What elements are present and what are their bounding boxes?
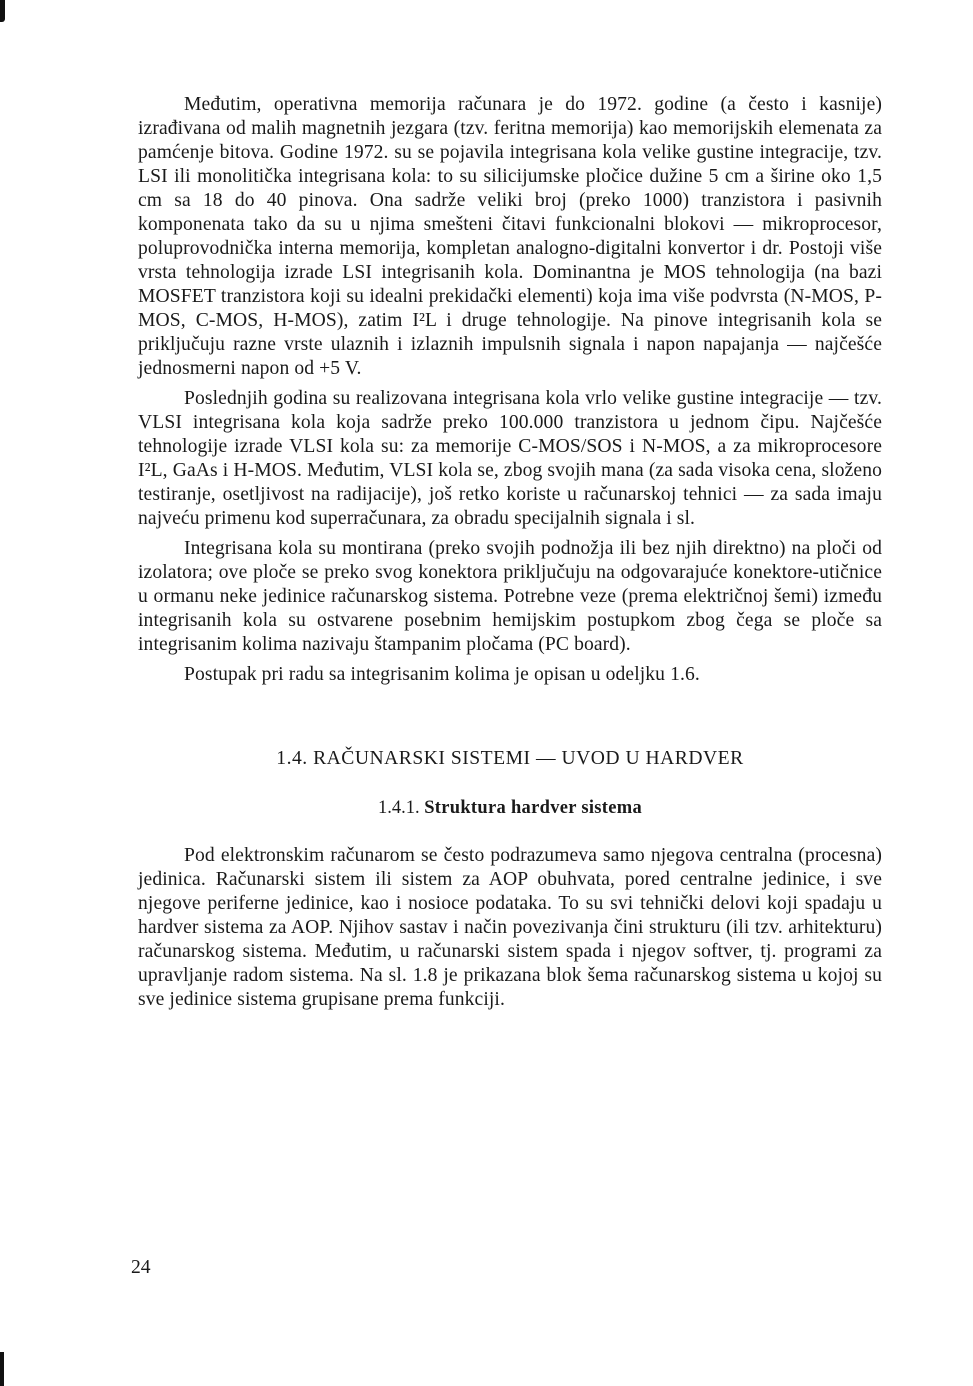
section-heading: 1.4. RAČUNARSKI SISTEMI — UVOD U HARDVER xyxy=(276,748,744,769)
page-body xyxy=(138,93,882,1012)
scan-edge-mark-bottom xyxy=(0,1352,4,1386)
page-number: 24 xyxy=(131,1257,151,1278)
paragraph-mos-memory: Međutim, operativna memorija računara je do 1972. godine (a često i kasnije) izrađivana od malih magnetnih jezgara (tzv. feritna memorija) kao memorijskih elemenata za pamćenje bitova. Godine 1972. su se pojavila integrisana kola velike gustine integracije, tzv. LSI ili monolitička integrisana kola: to su silicijumske pločice dužine 5 cm a širine oko 1,5 cm sa 18 do 40 pinova. Ona sadrže veliki broj (preko 1000) tranzistora i pasivnih komponenata tako da su u njima smešteni čitavi funkcionalni blokovi — mikroprocesor, poluprovodnička interna memorija, kompletan analogno-digitalni konvertor i dr. Postoji više vrsta tehnologija izrade LSI integrisanih kola. Dominantna je MOS tehnologija (na bazi MOSFET tranzistora koji su idealni prekidački elementi) koja ima više podvrsta (N-MOS, P-MOS, C-MOS, H-MOS), zatim I²L i druge tehnologije. Na pinove integrisanih kola se priključuju razne vrste ulaznih i izlaznih impulsnih signala i napon napajanja — najčešće jednosmerni napon od +5 V. xyxy=(138,94,882,379)
subsection-title: Struktura hardver sistema xyxy=(424,798,643,818)
paragraph-procedure-reference: Postupak pri radu sa integrisanim kolima je opisan u odeljku 1.6. xyxy=(184,664,700,685)
paragraph-printed-boards: Integrisana kola su montirana (preko svojih podnožja ili bez njih direktno) na ploči od izolatora; ove ploče se preko svog konektora priključuju na odgovarajuće konektore-utičnice u ormanu neke jedinice računarskog sistema. Potrebne veze (prema električnoj šemi) između integrisanih kola su ostvarene posebnim hemijskim postupkom zbog čega se ploče sa integrisanim kolima nazivaju štampanim pločama (PC board). xyxy=(138,538,882,655)
subsection-number: 1.4.1. xyxy=(377,798,420,818)
scan-edge-mark-top xyxy=(0,0,5,22)
paragraph-vlsi: Poslednjih godina su realizovana integrisana kola vrlo velike gustine integracije — tzv. VLSI integrisana kola koja sadrže preko 100.000 tranzistora u jednom čipu. Najčešće tehnologije izrade VLSI kola su: za memorije C-MOS/SOS i N-MOS, a za mikroprocesore I²L, GaAs i H-MOS. Međutim, VLSI kola se, zbog svojih mana (za sada visoka cena, složeno testiranje, osetljivost na radijacije), još retko koriste u računarskoj tehnici — za sada imaju najveću primenu kod superračunara, za obradu specijalnih signala i sl. xyxy=(138,388,882,529)
subsection-heading xyxy=(138,796,882,820)
paragraph-hardware-structure: Pod elektronskim računarom se često podrazumeva samo njegova centralna (procesna) jedinica. Računarski sistem ili sistem za AOP obuhvata, pored centralne jedinice, i sve njegove periferne jedinice, kao i nosioce podataka. To su svi tehnički delovi koji spadaju u hardver sistema za AOP. Njihov sastav i način povezivanja čini strukturu (ili tzv. arhitekturu) računarskog sistema. Međutim, u računarski sistem spada i njegov softver, tj. programi za upravljanje radom sistema. Na sl. 1.8 je prikazana blok šema računarskog sistema u kojoj su sve jedinice sistema grupisane prema funkciji. xyxy=(138,845,882,1010)
section-body xyxy=(138,844,882,1012)
